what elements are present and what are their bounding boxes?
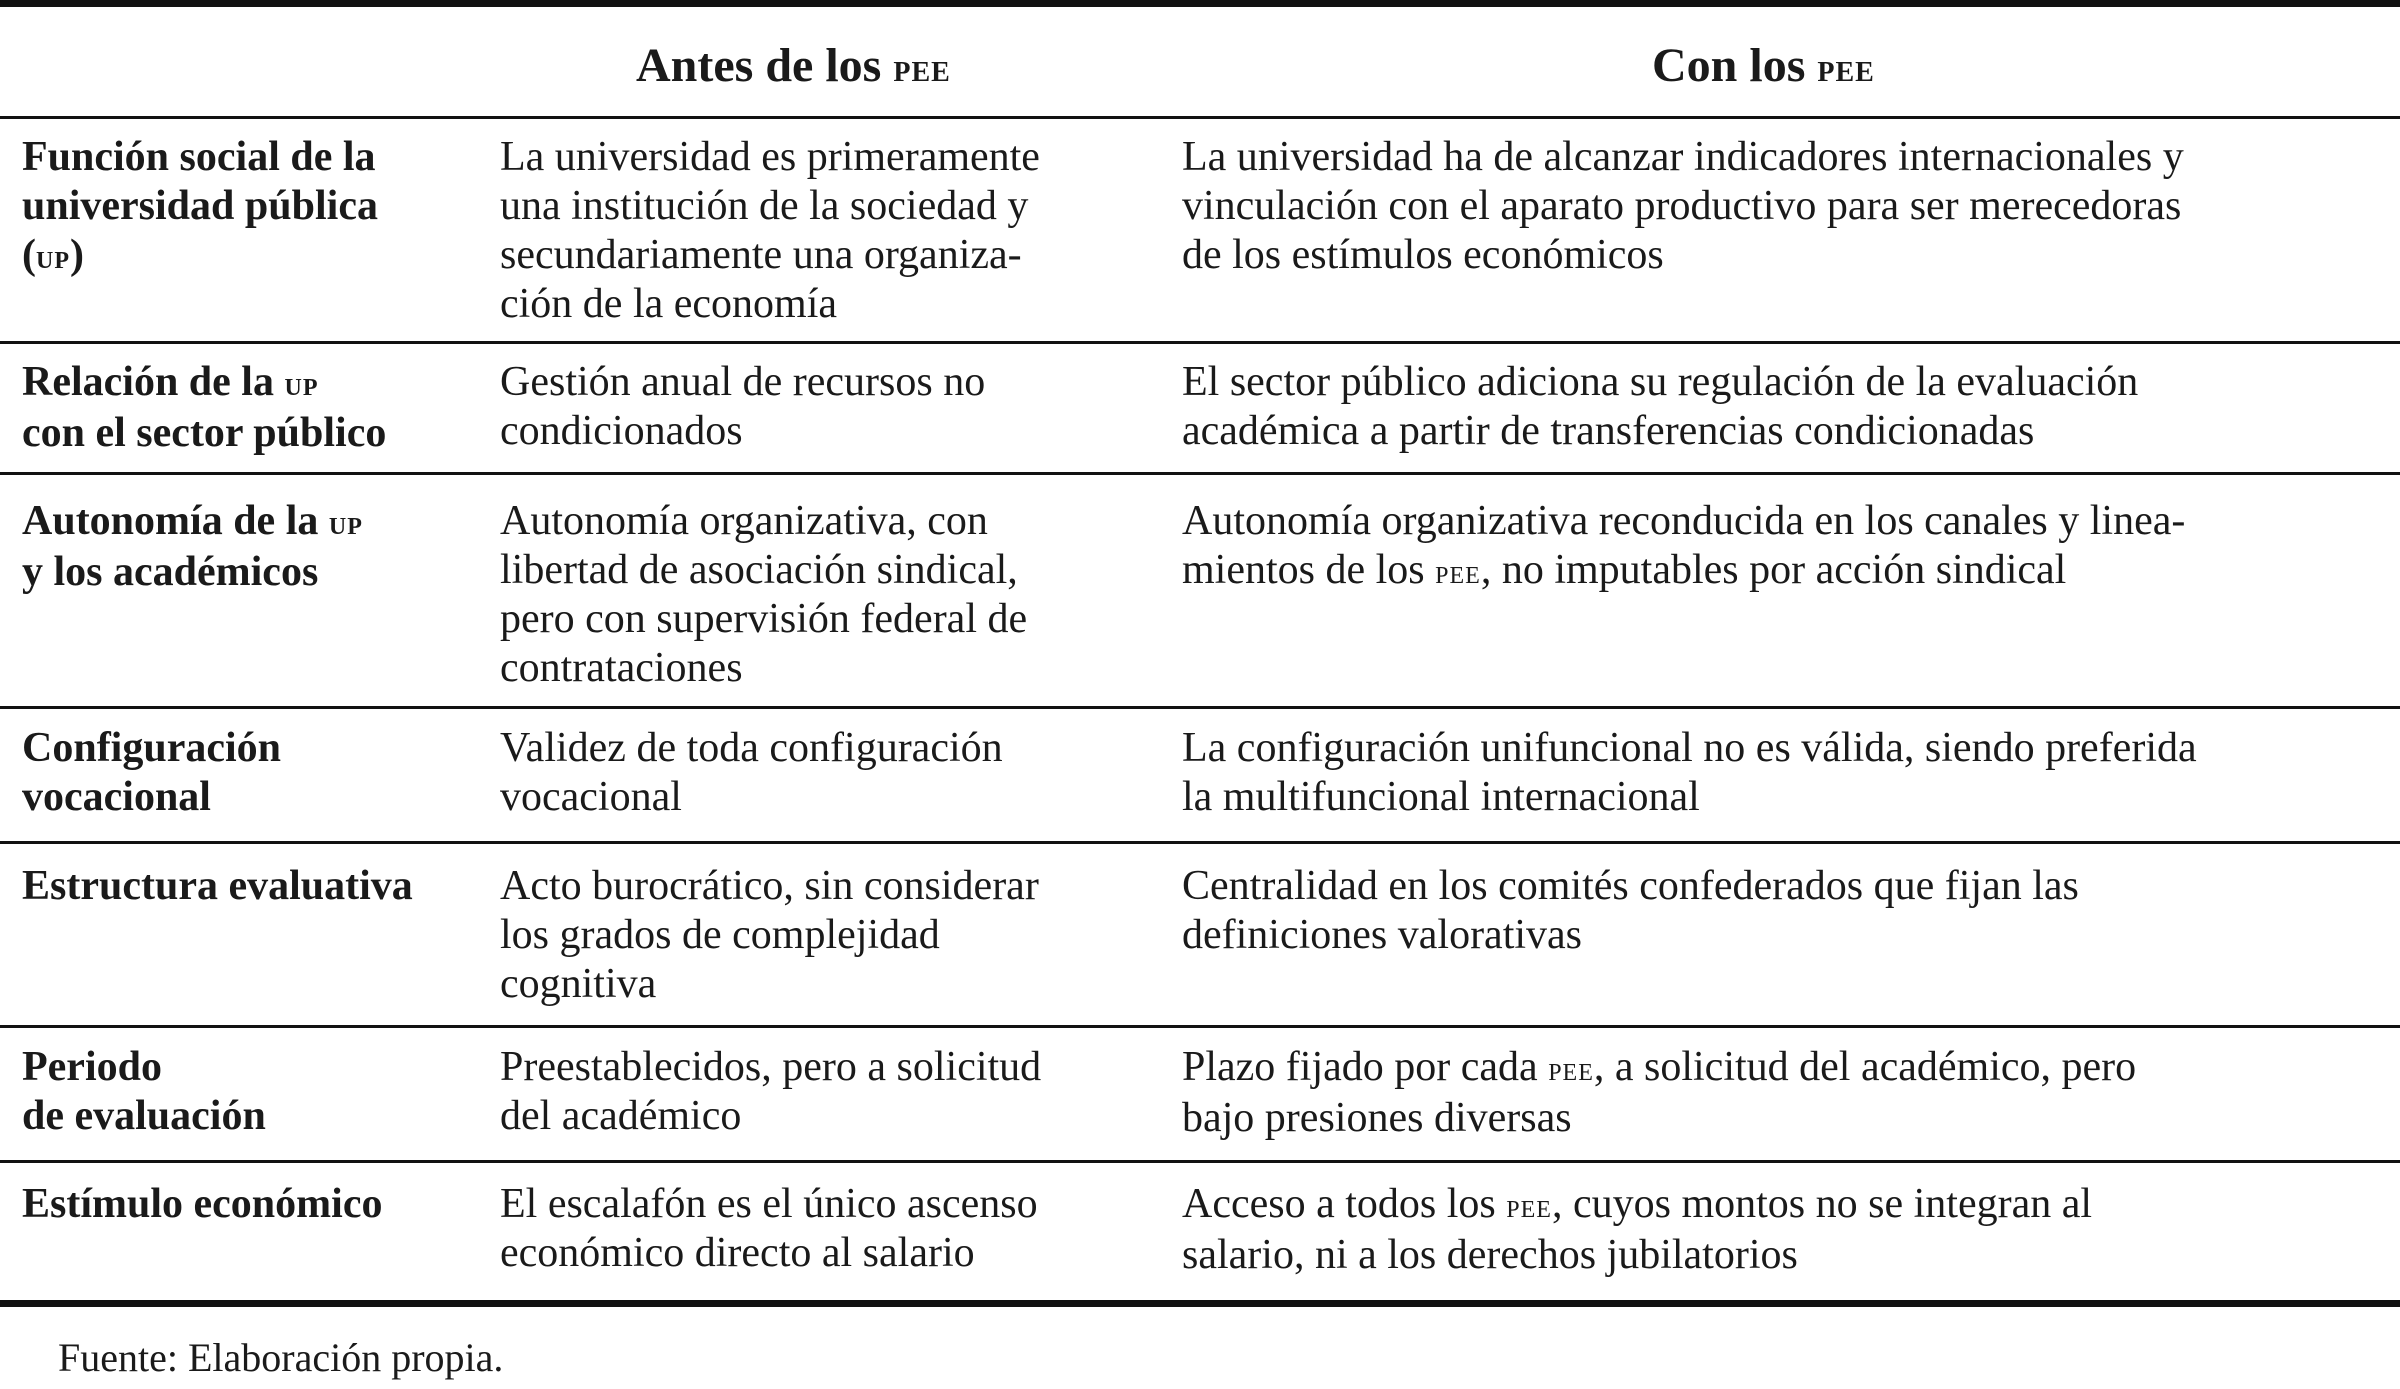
row-label: Periodo de evaluación — [22, 1044, 266, 1139]
cell-con: El sector público adiciona su regulación de la evaluación académica a partir de transferencias condicionadas — [1182, 359, 2139, 454]
header-con-text: Con los — [1652, 39, 1818, 92]
row-divider — [0, 1160, 2400, 1163]
row-label: Relación de la up con el sector público — [22, 359, 387, 456]
row-divider — [0, 341, 2400, 344]
cell-antes: Autonomía organizativa, con libertad de asociación sindical, pero con supervisión federal de contrataciones — [500, 498, 1028, 691]
top-rule — [0, 0, 2400, 7]
header-con — [1652, 36, 1875, 98]
cell-con: Autonomía organizativa reconducida en los canales y linea- mientos de los pee, no imputables por acción sindical — [1182, 498, 2186, 593]
bottom-rule — [0, 1300, 2400, 1307]
cell-con: Acceso a todos los pee, cuyos montos no se integran al salario, ni a los derechos jubilatorios — [1182, 1181, 2093, 1278]
row-divider — [0, 472, 2400, 475]
row-label: Estructura evaluativa — [22, 863, 413, 909]
cell-antes: Acto burocrático, sin considerar los grados de complejidad cognitiva — [500, 863, 1039, 1007]
cell-antes: La universidad es primeramente una institución de la sociedad y secundariamente una organiza- ción de la economía — [500, 134, 1040, 327]
cell-con: La configuración unifuncional no es válida, siendo preferida la multifuncional internacional — [1182, 725, 2197, 820]
header-rule — [0, 116, 2400, 119]
header-antes-abbr: pee — [893, 46, 951, 90]
cell-antes: Preestablecidos, pero a solicitud del académico — [500, 1044, 1042, 1139]
row-divider — [0, 706, 2400, 709]
source-note: Fuente: Elaboración propia. — [58, 1335, 504, 1380]
header-antes — [636, 36, 951, 98]
row-label: Configuración vocacional — [22, 725, 282, 820]
cell-antes: Validez de toda configuración vocacional — [500, 725, 1003, 820]
row-label: Estímulo económico — [22, 1181, 383, 1227]
row-label: Autonomía de la up y los académicos — [22, 498, 363, 595]
cell-antes: El escalafón es el único ascenso económico directo al salario — [500, 1181, 1038, 1276]
header-antes-text: Antes de los — [636, 39, 894, 92]
row-divider — [0, 841, 2400, 844]
cell-con: Centralidad en los comités confederados que fijan las definiciones valorativas — [1182, 863, 2079, 958]
cell-con: Plazo fijado por cada pee, a solicitud del académico, pero bajo presiones diversas — [1182, 1044, 2137, 1141]
cell-con: La universidad ha de alcanzar indicadores internacionales y vinculación con el aparato productivo para ser merecedoras de los estímulos económicos — [1182, 134, 2184, 278]
row-label: Función social de la universidad pública (up) — [22, 134, 378, 278]
header-con-abbr: pee — [1817, 46, 1875, 90]
cell-antes: Gestión anual de recursos no condicionados — [500, 359, 986, 454]
row-divider — [0, 1025, 2400, 1028]
